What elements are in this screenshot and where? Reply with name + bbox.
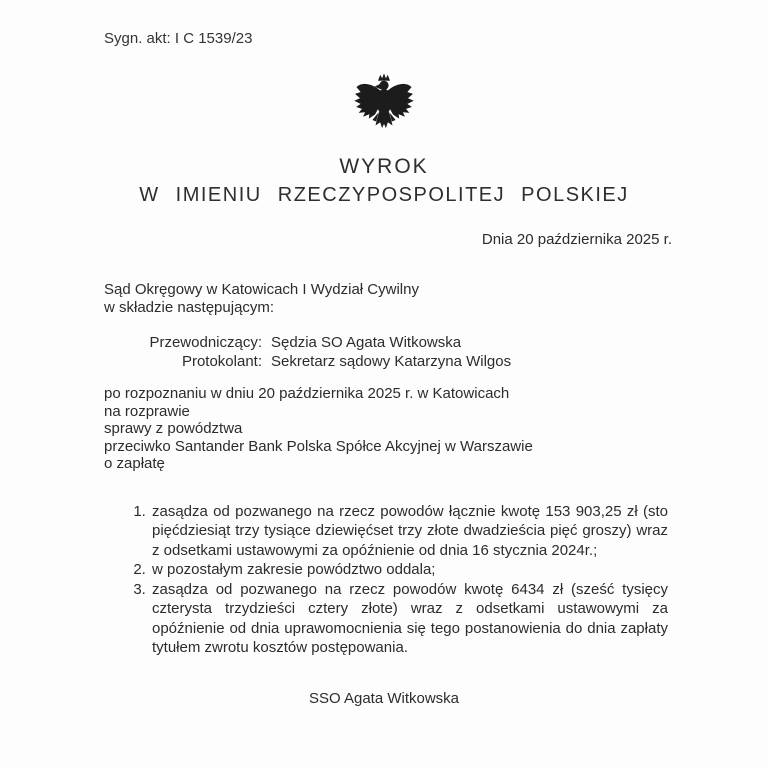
judgment-subtitle: W IMIENIU RZECZYPOSPOLITEJ POLSKIEJ [139, 184, 629, 206]
case-line-hearing: po rozpoznaniu w dniu 20 października 2025 r. w Katowicach [104, 385, 510, 402]
court-name: Sąd Okręgowy w Katowicach I Wydział Cywilny [104, 281, 419, 298]
case-line-defendant: przeciwko Santander Bank Polska Spółce Akcyjnej w Warszawie [104, 437, 533, 455]
panel-block [104, 334, 768, 371]
panel-role: Protokolant: [181, 352, 262, 370]
panel-role: Przewodniczący: [149, 334, 262, 351]
panel-row-clerk [104, 353, 768, 372]
court-block [104, 281, 768, 317]
case-line-subject: o zapłatę [104, 455, 165, 472]
judgment-date: Dnia 20 października 2025 r. [481, 231, 672, 248]
judgment-title: WYROK [339, 155, 429, 178]
panel-row-presiding [104, 334, 768, 353]
ruling-item-2: 2. w pozostałym zakresie powództwo oddala; [150, 560, 668, 580]
emblem-container [0, 73, 768, 149]
case-line-trial: na rozprawie [104, 402, 190, 420]
case-description [104, 385, 768, 473]
court-composition-intro: w składzie następującym: [104, 299, 275, 316]
rulings-list [122, 502, 668, 658]
ruling-item-3: 3. zasądza od pozwanego na rzecz powodów kwotę 6434 zł (sześć tysięcy czterysta trzydzieści cztery złote) wraz z odsetkami ustawowymi za opóźnienie od dnia uprawomocnienia się tego postanowienia do dnia zapłaty tytułem zwrotu kosztów postępowania. [150, 580, 668, 658]
case-line-claim: sprawy z powództwa [104, 420, 243, 437]
panel-name: Sędzia SO Agata Witkowska [271, 334, 462, 351]
ruling-item-1: 1. zasądza od pozwanego na rzecz powodów łącznie kwotę 153 903,25 zł (sto pięćdziesiąt trzy tysiące dziewięćset trzy złote dwadzieścia pięć groszy) wraz z odsetkami ustawowymi za opóźnienie od dnia 16 stycznia 2024r.; [150, 502, 668, 561]
panel-name: Sekretarz sądowy Katarzyna Wilgos [271, 352, 512, 370]
judge-signature: SSO Agata Witkowska [308, 689, 460, 707]
polish-eagle-icon [346, 134, 422, 151]
case-number: Sygn. akt: I C 1539/23 [104, 30, 253, 47]
